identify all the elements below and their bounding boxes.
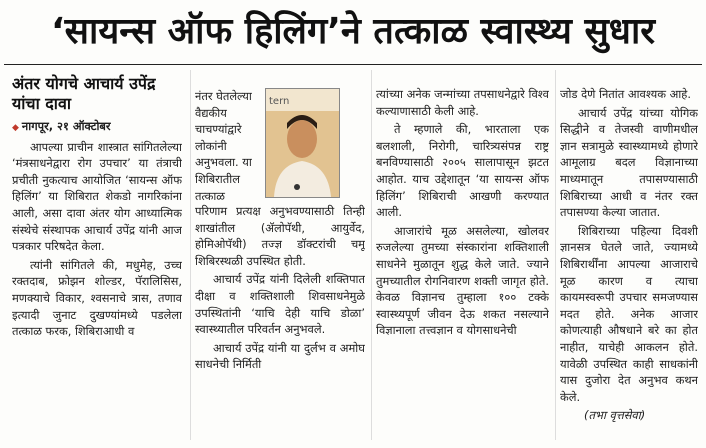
headline: ‘सायन्स ऑफ हिलिंग’ने तत्काळ स्वास्थ्य सुधार	[51, 11, 655, 52]
dateline: नागपूर, २१ ऑक्टोबर	[21, 119, 111, 133]
portrait-photo	[265, 88, 340, 198]
column-divider	[555, 70, 556, 440]
column-2	[195, 203, 365, 444]
column-divider	[371, 70, 372, 440]
column-4-para-1: जोड देणे नितांत आवश्यक आहे.	[560, 87, 691, 101]
bullet-icon: ◆	[12, 123, 19, 133]
photo-backdrop-text: tern	[269, 96, 290, 107]
column-3-para-3: आजारांचे मूळ असलेल्या, खोलवर रुजलेल्या तुमच्या संस्कारांना शक्तिशाली साधनेने मुळातून शुद्ध केले जाते. ज्याने तुमच्यातील रोगनिवारण शक्ती जागृत होते. केवळ विज्ञानच तुम्हाला १०० टक्के स्वास्थ्यपूर्ण जीवन देऊ शकत नसल्याने विज्ञानाला तत्त्वज्ञान व योगसाधनेची	[376, 223, 549, 338]
credit-row	[560, 407, 698, 424]
headline-rule	[4, 64, 702, 65]
column-4-para-2: आचार्य उपेंद्र यांच्या योगिक सिद्धीने व तेजस्वी वाणीमधील ज्ञान सत्रामुळे स्वास्थ्यामध्ये होणारे आमूलाग्र बदल विज्ञानाच्या माध्यमातून तपासण्यासाठी शिबिराच्या आधी व नंतर रक्त तपासण्या केल्या जातात.	[560, 105, 698, 220]
column-divider	[190, 70, 191, 440]
agency-credit: (तभा वृत्तसेवा)	[584, 408, 646, 423]
column-2-para-3: आचार्य उपेंद्र यांनी या दुर्लभ व अमोघ साधनेची निर्मिती	[195, 340, 365, 372]
column-2-para-1: परिणाम प्रत्यक्ष अनुभवण्यासाठी तिन्ही शाखांतील (ॲलोपॅथी, आयुर्वेद, होमिओपॅथी) तज्ज्ञ डॉक्टरांची चमू शिबिरस्थळी उपस्थित होती.	[195, 204, 365, 268]
column-1-para-1: आपल्या प्राचीन शास्त्रात सांगितलेल्या ‘मंत्रसाधनेद्वारा रोग उपचार’ या तंत्राची प्रचीती नुकत्याच आयोजित ‘सायन्स ऑफ हिलिंग’ या शिबिरात शेकडो नागरिकांना आली, असा दावा अंतर योग आध्यात्मिक संस्थेचे संस्थापक आचार्य उपेंद्र यांनी आज पत्रकार परिषदेत केला.	[12, 139, 182, 254]
column-2-top	[195, 88, 261, 204]
column-2-intro: नंतर घेतलेल्या वैद्यकीय चाचण्यांद्वारे लोकांनी अनुभवला. या शिबिरातील तत्काळ	[195, 89, 252, 203]
subheadline: अंतर योगचे आचार्य उपेंद्र यांचा दावा	[12, 74, 156, 113]
column-1-para-2: त्यांनी सांगितले की, मधुमेह, उच्च रक्तदाब, फ्रोझन शोल्डर, पॅरालिसिस, मणक्याचे विकार, श्वसनाचे त्रास, तणाव इत्यादी जुनाट दुखण्यांमध्ये पडलेला तत्काळ फरक, शिबिराआधी व	[12, 257, 182, 339]
person-photo-icon	[266, 89, 339, 197]
column-1	[12, 118, 182, 444]
column-3	[376, 86, 549, 444]
column-3-para-1: त्यांच्या अनेक जन्मांच्या तपसाधनेद्वारे विश्व कल्याणासाठी केली आहे.	[376, 87, 549, 118]
column-4-para-3: शिबिराच्या पहिल्या दिवशी ज्ञानसत्र घेतले जाते, ज्यामध्ये शिबिरार्थींना आपल्या आजाराचे मूळ कारण व त्याचा कायमस्वरूपी उपचार समजण्यास मदत होते. अनेक आजार कोणत्याही औषधाने बरे का होत नाहीत, याचेही आकलन होते. यावेळी उपस्थित काही साधकांनी यास दुजोरा देत अनुभव कथन केले.	[560, 223, 698, 404]
dateline-row	[12, 118, 182, 137]
column-3-para-2: ते म्हणाले की, भारताला एक बलशाली, निरोगी, चारित्र्यसंपन्न राष्ट्र बनविण्यासाठी २००५ सालापासून झटत आहोत. याच उद्देशातून ‘या सायन्स ऑफ हिलिंग’ शिबिराची आखणी करण्यात आली.	[376, 122, 549, 220]
column-2-para-2: आचार्य उपेंद्र यांनी दिलेली शक्तिपात दीक्षा व शक्तिशाली शिवसाधनेमुळे उपस्थितांनी ‘याचि देही याचि डोळा’ स्वास्थ्यातील परिवर्तन अनुभवले.	[195, 272, 365, 337]
column-4	[560, 86, 698, 444]
